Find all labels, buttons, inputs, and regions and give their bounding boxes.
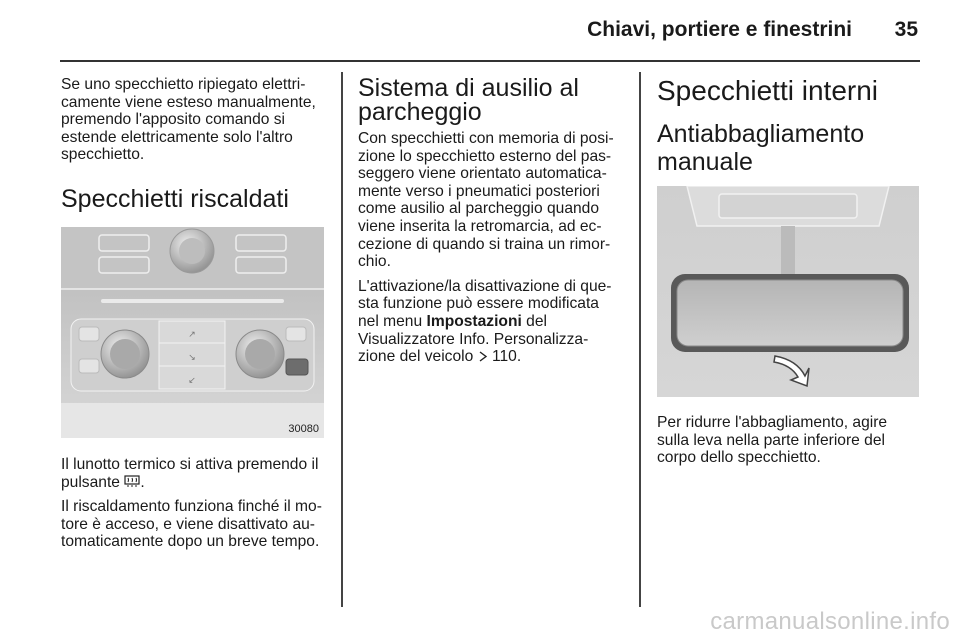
- figure-code: 30080: [288, 422, 319, 435]
- climate-control-panel-figure: [61, 227, 324, 438]
- svg-text:↗: ↗: [188, 329, 196, 340]
- column-divider: [341, 72, 343, 607]
- rear-window-heater-icon: [124, 475, 140, 488]
- section-heading: Specchietti riscaldati: [61, 184, 289, 213]
- anti-glare-paragraph: Per ridurre l'abbagliamento, agire sulla leva nella parte inferiore del corpo dello specchietto.: [657, 414, 888, 467]
- section-heading: Specchietti interni: [657, 75, 879, 106]
- intro-paragraph: Se uno specchietto ripiegato elettri-camente viene esteso manualmente, premendo l'apposito comando si estende elettricamente solo l'altro specchietto.: [61, 76, 316, 164]
- column-left: [61, 76, 326, 558]
- interior-mirror-figure: [657, 186, 919, 397]
- heater-text-end: .: [140, 473, 145, 491]
- chapter-title: Chiavi, portiere e finestrini: [587, 18, 852, 41]
- svg-text:↘: ↘: [188, 352, 196, 363]
- column-divider: [639, 72, 641, 607]
- page-reference-icon: [478, 351, 488, 362]
- page-reference: 110.: [491, 348, 522, 366]
- heater-text: Il lunotto termico si attiva premendo il pulsante: [61, 455, 319, 491]
- header-divider: [60, 60, 920, 62]
- column-right: [657, 76, 922, 474]
- page-header: [0, 0, 960, 62]
- settings-text: L'attivazione/la disattivazione di que-sta funzione può essere modificata nel menu: [358, 277, 612, 330]
- subsection-heading: Antiabbagliamento manuale: [657, 120, 865, 176]
- column-middle: [358, 76, 623, 373]
- settings-menu-name: Impostazioni: [426, 312, 522, 330]
- heater-duration-paragraph: Il riscaldamento funziona finché il mo-tore è acceso, e viene disattivato au-tomaticamente dopo un breve tempo.: [61, 498, 322, 551]
- parking-assist-settings-paragraph: [358, 278, 623, 366]
- section-heading: Sistema di ausilio al parcheggio: [358, 74, 579, 126]
- watermark: carmanualsonline.info: [710, 608, 950, 635]
- svg-text:↙: ↙: [188, 375, 196, 386]
- settings-text-cont: del Visualizzatore Info. Personalizza-zione del veicolo: [358, 312, 589, 366]
- heater-paragraph: [61, 456, 326, 491]
- page-number: 35: [894, 18, 918, 41]
- parking-assist-paragraph: Con specchietti con memoria di posi-zione lo specchietto esterno del pas-seggero viene orientato automatica-mente verso i pneumatici posteriori come ausilio al parcheggio quando viene inserita la retromarcia, ad ec-cezione di quando si traina un rimor-chio.: [358, 130, 614, 271]
